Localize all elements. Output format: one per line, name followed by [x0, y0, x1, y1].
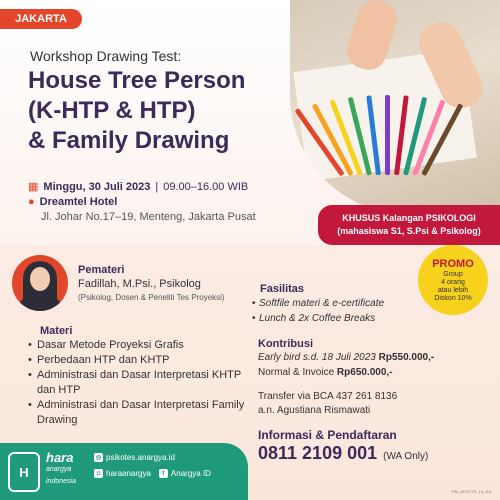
brand-name: [46, 452, 76, 488]
instagram-icon: ◘: [94, 469, 103, 478]
audience-line-1: KHUSUS Kalangan PSIKOLOGI: [342, 213, 476, 223]
fasilitas-list: [252, 296, 384, 326]
early-bird-price: Rp550.000,-: [378, 352, 435, 363]
event-date-row: [28, 180, 248, 193]
title-line: & Family Drawing: [28, 127, 230, 154]
normal-price-row: [258, 367, 393, 378]
normal-text: Normal & Invoice: [258, 367, 335, 378]
event-venue-row: [28, 196, 117, 208]
brand-subtitle-1: anargya: [46, 466, 72, 473]
facebook-link[interactable]: [159, 469, 211, 478]
city-tag: JAKARTA: [0, 9, 82, 29]
website-link[interactable]: [94, 453, 175, 462]
normal-price: Rp650.000,-: [336, 367, 393, 378]
event-title: [28, 66, 298, 156]
list-item: • Administrasi dan Dasar Interpretasi KHTP dan HTP: [28, 368, 258, 398]
instagram-link[interactable]: [94, 469, 151, 478]
audience-banner: [318, 205, 500, 245]
promo-line: Group: [443, 270, 463, 278]
contact-note: (WA Only): [383, 451, 429, 462]
list-item: • Administrasi dan Dasar Interpretasi Family Drawing: [28, 398, 258, 428]
early-bird-text: Early bird s.d. 18 Juli 2023: [258, 352, 376, 363]
promo-line: atau lebih: [437, 286, 469, 294]
kontribusi-heading: Kontribusi: [258, 338, 313, 350]
event-subtitle: Workshop Drawing Test:: [30, 48, 182, 64]
speaker-name: Fadillah, M.Psi., Psikolog: [78, 278, 201, 290]
facebook-text: Anargya ID: [170, 469, 211, 478]
list-item: • Softfile materi & e-certificate: [252, 296, 384, 311]
pencil-decoration: [385, 95, 390, 175]
globe-icon: ◎: [95, 455, 102, 461]
event-venue: Dreamtel Hotel: [39, 196, 118, 208]
list-item: • Dasar Metode Proyeksi Grafis: [28, 338, 258, 353]
early-bird-price-row: [258, 352, 434, 363]
list-item: • Perbedaan HTP dan KHTP: [28, 353, 258, 368]
promo-badge: [418, 245, 488, 315]
footer-links: [94, 453, 211, 485]
promo-line: 4 orang: [441, 278, 465, 286]
document-code: PM_ATWTTS_14_JUL: [452, 489, 493, 494]
brand-title: hara: [46, 450, 74, 465]
materi-heading: Materi: [40, 325, 73, 337]
brand-subtitle-2: indonesia: [46, 478, 76, 485]
transfer-name: a.n. Agustiana Rismawati: [258, 405, 371, 416]
calendar-icon: ▦: [28, 181, 39, 193]
date-separator: |: [155, 180, 159, 193]
facebook-icon: f: [159, 469, 168, 478]
fasilitas-heading: Fasilitas: [260, 283, 305, 295]
brand-logo-icon: H: [8, 452, 40, 492]
event-date: Minggu, 30 Juli 2023: [43, 180, 151, 193]
location-pin-icon: ●: [28, 196, 35, 208]
speaker-avatar: [12, 255, 68, 311]
list-item: • Lunch & 2x Coffee Breaks: [252, 311, 384, 326]
speaker-role: (Psikolog, Dosen & Peneliti Tes Proyeksi): [78, 293, 225, 302]
promo-line: Diskon 10%: [434, 294, 472, 302]
contact-phone-row: [258, 443, 428, 464]
instagram-text: haraanargya: [106, 469, 151, 478]
title-line: (K-HTP & HTP): [28, 97, 196, 124]
event-address: Jl. Johar No.17–19, Menteng, Jakarta Pusat: [41, 211, 256, 223]
contact-heading: Informasi & Pendaftaran: [258, 428, 397, 442]
event-time: 09.00–16.00 WIB: [163, 180, 249, 193]
website-text: psikotes.anargya.id: [106, 453, 175, 462]
speaker-label: Pemateri: [78, 264, 125, 276]
materi-list: [28, 338, 258, 428]
audience-line-2: (mahasiswa S1, S.Psi & Psikolog): [337, 226, 481, 236]
title-line: House Tree Person: [28, 67, 246, 94]
transfer-account: Transfer via BCA 437 261 8136: [258, 391, 398, 402]
contact-phone[interactable]: 0811 2109 001: [258, 443, 378, 463]
promo-title: PROMO: [432, 257, 474, 270]
